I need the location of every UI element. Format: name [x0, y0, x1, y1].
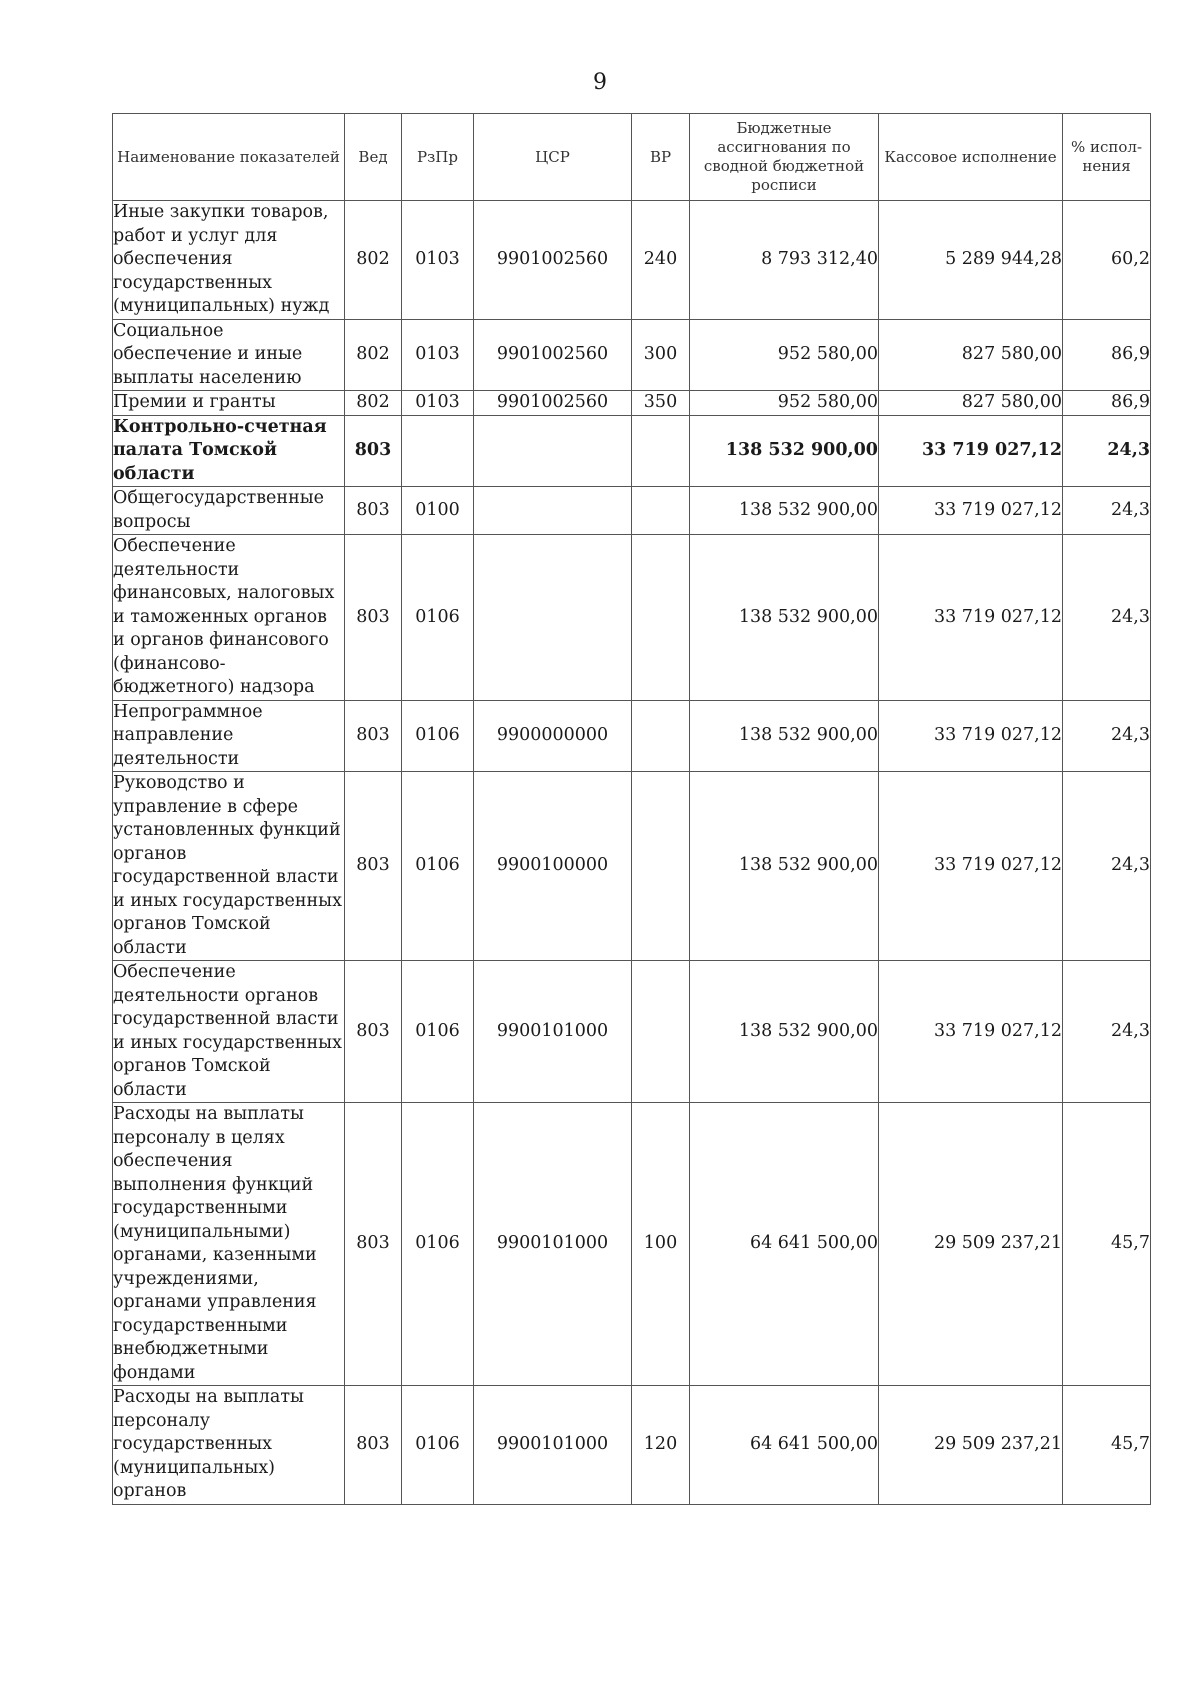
row-vr: 240 — [632, 201, 690, 320]
row-rzpr: 0106 — [402, 1103, 474, 1386]
row-name: Расходы на выплаты персоналу в целях обеспечения выполнения функций государственными (муниципальными) органами, казенными учреждениями, органами управления государственными внебюджетными фондами — [113, 1103, 345, 1386]
row-execution: 29 509 237,21 — [879, 1103, 1063, 1386]
row-execution: 33 719 027,12 — [879, 535, 1063, 701]
row-rzpr: 0103 — [402, 201, 474, 320]
table-row — [113, 535, 1151, 701]
table-row-bold — [113, 415, 1151, 487]
row-vr — [632, 961, 690, 1103]
header-rzpr: РзПр — [402, 114, 474, 201]
row-percent: 24,3 — [1063, 415, 1151, 487]
row-assignments: 138 532 900,00 — [690, 487, 879, 535]
row-ved: 802 — [345, 319, 402, 391]
row-assignments: 952 580,00 — [690, 391, 879, 416]
header-assignments: Бюджетные ассигнования по сводной бюджетной росписи — [690, 114, 879, 201]
row-percent: 24,3 — [1063, 772, 1151, 961]
row-rzpr: 0103 — [402, 319, 474, 391]
row-vr — [632, 415, 690, 487]
header-execution: Кассовое исполнение — [879, 114, 1063, 201]
row-rzpr: 0106 — [402, 700, 474, 772]
row-name: Обеспечение деятельности органов государственной власти и иных государственных органов Томской области — [113, 961, 345, 1103]
row-rzpr: 0106 — [402, 1386, 474, 1505]
row-ved: 803 — [345, 487, 402, 535]
row-rzpr: 0100 — [402, 487, 474, 535]
row-rzpr: 0103 — [402, 391, 474, 416]
header-row — [113, 114, 1151, 201]
row-execution: 29 509 237,21 — [879, 1386, 1063, 1505]
row-vr — [632, 700, 690, 772]
row-csr — [474, 535, 632, 701]
row-csr — [474, 415, 632, 487]
row-ved: 803 — [345, 535, 402, 701]
table-row — [113, 319, 1151, 391]
row-percent: 60,2 — [1063, 201, 1151, 320]
row-name: Руководство и управление в сфере установленных функций органов государственной власти и иных государственных органов Томской области — [113, 772, 345, 961]
row-ved: 803 — [345, 700, 402, 772]
table-row — [113, 1103, 1151, 1386]
row-execution: 33 719 027,12 — [879, 487, 1063, 535]
row-rzpr: 0106 — [402, 772, 474, 961]
header-name: Наименование показателей — [113, 114, 345, 201]
row-csr: 9900101000 — [474, 961, 632, 1103]
row-name: Социальное обеспечение и иные выплаты населению — [113, 319, 345, 391]
table-row — [113, 700, 1151, 772]
row-csr: 9901002560 — [474, 201, 632, 320]
table-row — [113, 1386, 1151, 1505]
row-ved: 803 — [345, 1103, 402, 1386]
row-percent: 24,3 — [1063, 535, 1151, 701]
row-percent: 24,3 — [1063, 961, 1151, 1103]
row-ved: 803 — [345, 1386, 402, 1505]
row-vr: 300 — [632, 319, 690, 391]
row-vr — [632, 772, 690, 961]
row-name: Расходы на выплаты персоналу государственных (муниципальных) органов — [113, 1386, 345, 1505]
row-ved: 803 — [345, 961, 402, 1103]
row-name: Иные закупки товаров, работ и услуг для обеспечения государственных (муниципальных) нужд — [113, 201, 345, 320]
table-row — [113, 961, 1151, 1103]
row-percent: 45,7 — [1063, 1103, 1151, 1386]
header-ved: Вед — [345, 114, 402, 201]
row-ved: 802 — [345, 201, 402, 320]
row-execution: 827 580,00 — [879, 391, 1063, 416]
row-assignments: 64 641 500,00 — [690, 1386, 879, 1505]
row-ved: 803 — [345, 772, 402, 961]
row-assignments: 64 641 500,00 — [690, 1103, 879, 1386]
row-assignments: 8 793 312,40 — [690, 201, 879, 320]
table-row — [113, 772, 1151, 961]
row-percent: 45,7 — [1063, 1386, 1151, 1505]
table-row — [113, 487, 1151, 535]
row-execution: 33 719 027,12 — [879, 772, 1063, 961]
row-assignments: 138 532 900,00 — [690, 535, 879, 701]
header-percent: % испол-нения — [1063, 114, 1151, 201]
row-csr: 9901002560 — [474, 391, 632, 416]
row-name: Общегосударственные вопросы — [113, 487, 345, 535]
row-name: Премии и гранты — [113, 391, 345, 416]
row-execution: 33 719 027,12 — [879, 415, 1063, 487]
row-csr: 9900000000 — [474, 700, 632, 772]
row-name: Обеспечение деятельности финансовых, налоговых и таможенных органов и органов финансового (финансово-бюджетного) надзора — [113, 535, 345, 701]
row-csr: 9901002560 — [474, 319, 632, 391]
row-assignments: 138 532 900,00 — [690, 415, 879, 487]
row-name: Контрольно-счетная палата Томской области — [113, 415, 345, 487]
row-vr: 350 — [632, 391, 690, 416]
row-ved: 802 — [345, 391, 402, 416]
row-name: Непрограммное направление деятельности — [113, 700, 345, 772]
row-csr — [474, 487, 632, 535]
header-csr: ЦСР — [474, 114, 632, 201]
row-execution: 5 289 944,28 — [879, 201, 1063, 320]
row-vr: 120 — [632, 1386, 690, 1505]
row-percent: 24,3 — [1063, 487, 1151, 535]
row-csr: 9900101000 — [474, 1386, 632, 1505]
row-rzpr: 0106 — [402, 961, 474, 1103]
table-row — [113, 201, 1151, 320]
budget-table — [112, 113, 1151, 1505]
row-vr — [632, 535, 690, 701]
row-assignments: 138 532 900,00 — [690, 961, 879, 1103]
row-ved: 803 — [345, 415, 402, 487]
row-percent: 24,3 — [1063, 700, 1151, 772]
row-vr: 100 — [632, 1103, 690, 1386]
row-rzpr — [402, 415, 474, 487]
row-vr — [632, 487, 690, 535]
row-csr: 9900100000 — [474, 772, 632, 961]
row-execution: 33 719 027,12 — [879, 961, 1063, 1103]
row-execution: 33 719 027,12 — [879, 700, 1063, 772]
table-row — [113, 391, 1151, 416]
row-assignments: 138 532 900,00 — [690, 772, 879, 961]
row-rzpr: 0106 — [402, 535, 474, 701]
row-percent: 86,9 — [1063, 319, 1151, 391]
row-percent: 86,9 — [1063, 391, 1151, 416]
row-execution: 827 580,00 — [879, 319, 1063, 391]
row-assignments: 952 580,00 — [690, 319, 879, 391]
row-assignments: 138 532 900,00 — [690, 700, 879, 772]
header-vr: ВР — [632, 114, 690, 201]
row-csr: 9900101000 — [474, 1103, 632, 1386]
page-number: 9 — [593, 70, 607, 95]
